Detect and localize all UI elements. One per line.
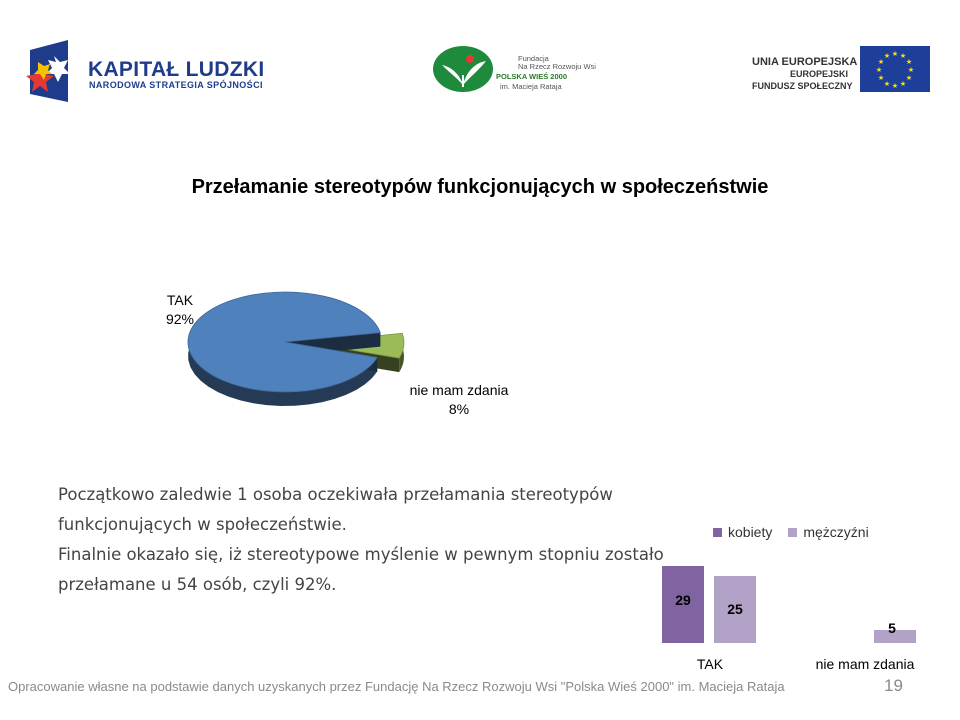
kapital-ludzki-title: KAPITAŁ LUDZKI bbox=[88, 58, 265, 81]
pie-label-tak-value: 92% bbox=[165, 311, 195, 327]
legend-item-kobiety bbox=[713, 524, 772, 540]
pie-chart-svg bbox=[180, 280, 420, 420]
pie-label-nmz-name: nie mam zdania bbox=[409, 382, 509, 398]
kapital-ludzki-subtitle: NARODOWA STRATEGIA SPÓJNOŚCI bbox=[89, 80, 263, 90]
svg-text:★: ★ bbox=[905, 74, 913, 82]
bar-label-tak-mezczyzni: 25 bbox=[727, 601, 743, 617]
body-text bbox=[58, 480, 678, 600]
bar-legend bbox=[713, 524, 885, 540]
svg-text:★: ★ bbox=[883, 80, 891, 88]
footer-source: Opracowanie własne na podstawie danych uzyskanych przez Fundację Na Rzecz Rozwoju Wsi "Polska Wieś 2000" im. Macieja Rataja bbox=[8, 679, 785, 694]
svg-text:★: ★ bbox=[877, 74, 885, 82]
svg-text:★: ★ bbox=[877, 58, 885, 66]
pie-label-nmz-value: 8% bbox=[448, 401, 470, 417]
bar-category-tak: TAK bbox=[696, 656, 724, 672]
svg-text:★: ★ bbox=[883, 52, 891, 60]
ue-line1: UNIA EUROPEJSKA bbox=[752, 56, 858, 68]
bar-label-tak-kobiety: 29 bbox=[675, 592, 691, 608]
legend-item-mezczyzni bbox=[788, 524, 868, 540]
body-paragraph-2: Finalnie okazało się, iż stereotypowe myślenie w pewnym stopniu zostało przełamane u 54 osób, czyli 92%. bbox=[58, 545, 664, 594]
fundacja-leaf-icon bbox=[432, 45, 494, 93]
svg-text:★: ★ bbox=[891, 50, 899, 58]
fundacja-line1: Fundacja bbox=[518, 54, 549, 63]
slide-title: Przełamanie stereotypów funkcjonujących w społeczeństwie bbox=[191, 176, 769, 198]
bar-label-nmz-mezczyzni: 5 bbox=[888, 620, 896, 636]
svg-text:★: ★ bbox=[905, 58, 913, 66]
svg-text:★: ★ bbox=[899, 52, 907, 60]
legend-swatch-kobiety bbox=[713, 528, 722, 537]
svg-text:★: ★ bbox=[907, 66, 915, 74]
legend-swatch-mezczyzni bbox=[788, 528, 797, 537]
legend-label-kobiety: kobiety bbox=[728, 524, 773, 540]
kapital-ludzki-emblem-icon bbox=[24, 36, 86, 106]
page-number: 19 bbox=[884, 676, 903, 695]
pie-label-tak-name: TAK bbox=[166, 292, 194, 308]
fundacja-line3: POLSKA WIEŚ 2000 bbox=[496, 72, 567, 81]
svg-text:★: ★ bbox=[891, 82, 899, 90]
fundacja-line4: im. Macieja Rataja bbox=[500, 82, 562, 91]
bar-category-nmz: nie mam zdania bbox=[815, 656, 915, 672]
svg-text:★: ★ bbox=[899, 80, 907, 88]
body-paragraph-1: Początkowo zaledwie 1 osoba oczekiwała przełamania stereotypów funkcjonujących w społeczeństwie. bbox=[58, 485, 613, 534]
ue-line3: FUNDUSZ SPOŁECZNY bbox=[752, 81, 853, 91]
fundacja-line2: Na Rzecz Rozwoju Wsi bbox=[518, 62, 596, 71]
legend-label-mezczyzni: mężczyźni bbox=[803, 524, 869, 540]
eu-flag-icon bbox=[860, 46, 930, 92]
ue-line2: EUROPEJSKI bbox=[789, 69, 848, 79]
svg-text:★: ★ bbox=[875, 66, 883, 74]
